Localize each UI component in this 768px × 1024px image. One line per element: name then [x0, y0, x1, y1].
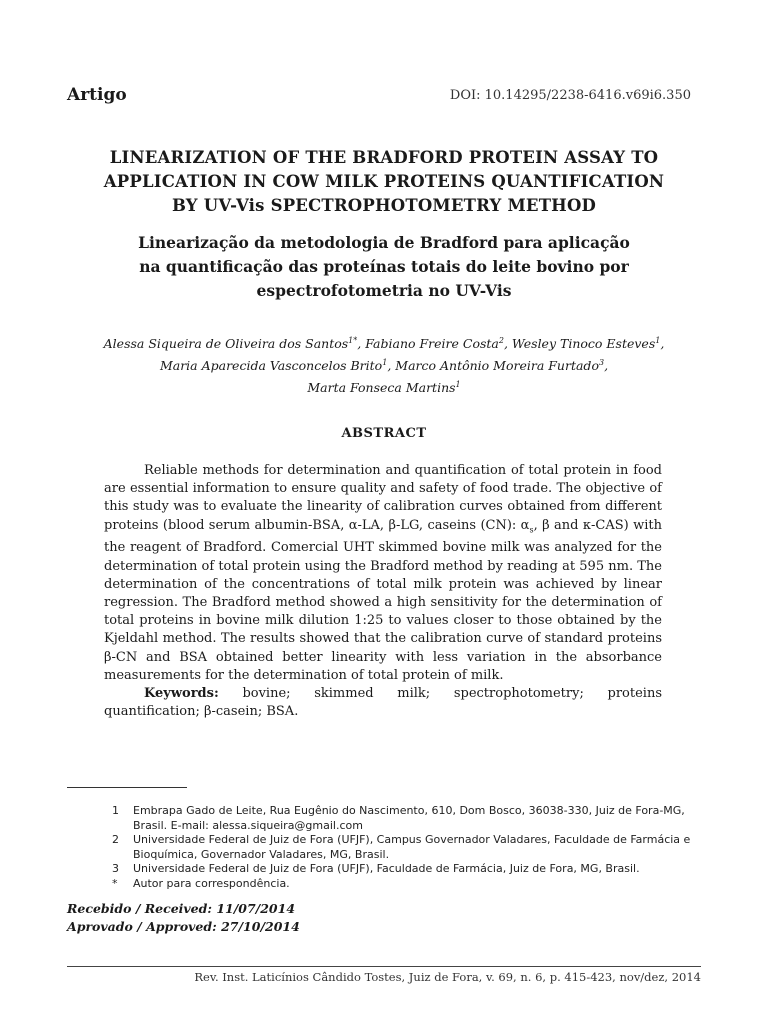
affiliation-mark: 3 — [598, 358, 605, 368]
footnote-text: Embrapa Gado de Leite, Rua Eugênio do Nascimento, 610, Dom Bosco, 36038-330, Juiz de Fora-MG, Brasil. E-mail: alessa.siqueira@gmail.com — [133, 804, 685, 832]
doi-link[interactable]: DOI: 10.14295/2238-6416.v69i6.350 — [449, 88, 691, 103]
abstract-body — [104, 462, 662, 721]
footnote-item — [112, 877, 712, 892]
author-separator: , — [660, 336, 665, 352]
title-line: na quantificação das proteínas totais do leite bovino por — [139, 257, 629, 276]
english-title — [60, 146, 708, 218]
abstract-text: , β and κ-CAS) with the reagent of Bradford. Comercial UHT skimmed bovine milk was analyzed for the determination of total protein using the Bradford method by reading at 595 nm. The determination of the concentrations of total milk protein was achieved by linear regression. The Bradford method showed a high sensitivity for the determination of total proteins in bovine milk dilution 1:25 to values closer to those obtained by the Kjeldahl method. The results showed that the calibration curve of standard proteins β-CN and BSA obtained better linearity with less variation in the absorbance measurements for the determination of total protein of milk. — [104, 517, 662, 683]
author-name: Marta Fonseca Martins — [307, 380, 456, 396]
title-line: APPLICATION IN COW MILK PROTEINS QUANTIFICATION — [103, 172, 665, 191]
affiliation-mark: 2 — [498, 336, 504, 345]
footnote-item — [112, 804, 712, 833]
keywords — [104, 685, 662, 721]
author-name: Alessa Siqueira de Oliveira dos Santos — [103, 336, 349, 352]
affiliation-mark: 1 — [382, 358, 388, 368]
subscript: s — [529, 525, 534, 535]
author-separator: , — [604, 358, 609, 374]
affiliation-mark: 1 — [455, 380, 461, 390]
affiliation-mark: 1 — [655, 336, 661, 345]
author-line — [40, 331, 728, 353]
abstract-paragraph — [104, 462, 662, 685]
author-separator: , — [503, 336, 512, 352]
footnote-mark: 2 — [112, 833, 119, 846]
keywords-label: Keywords: — [144, 686, 219, 702]
footnotes — [112, 804, 712, 891]
footnote-mark: * — [112, 876, 118, 890]
author-list — [40, 331, 728, 397]
approved-date: Aprovado / Approved: 27/10/2014 — [67, 919, 300, 934]
portuguese-title — [60, 231, 708, 303]
author-separator: , — [387, 358, 396, 374]
author-name: Wesley Tinoco Esteves — [511, 336, 656, 352]
footnote-mark: 3 — [112, 862, 119, 875]
submission-dates — [67, 900, 300, 936]
footnote-item — [112, 862, 712, 877]
author-name: Maria Aparecida Vasconcelos Brito — [159, 358, 383, 374]
footnote-text: Universidade Federal de Juiz de Fora (UFJF), Faculdade de Farmácia, Juiz de Fora, MG, Brasil. — [133, 862, 640, 875]
footnote-mark: 1 — [112, 804, 119, 817]
journal-citation: Rev. Inst. Laticínios Cândido Tostes, Juiz de Fora, v. 69, n. 6, p. 415-423, nov/dez, 2014 — [194, 970, 701, 984]
footnote-text: Universidade Federal de Juiz de Fora (UFJF), Campus Governador Valadares, Faculdade de Farmácia e Bioquímica, Governador Valadares, MG, Brasil. — [133, 833, 691, 861]
footnote-text: Autor para correspondência. — [133, 876, 290, 890]
title-line: LINEARIZATION OF THE BRADFORD PROTEIN ASSAY TO — [109, 148, 659, 167]
author-name: Fabiano Freire Costa — [365, 336, 499, 352]
title-line: Linearização da metodologia de Bradford para aplicação — [138, 233, 630, 252]
title-line: BY UV-Vis SPECTROPHOTOMETRY METHOD — [171, 196, 597, 215]
keywords-text: bovine; skimmed milk; spectrophotometry; proteins quantification; β-casein; BSA. — [104, 686, 662, 720]
footer-divider — [67, 966, 701, 967]
footnote-item — [112, 833, 712, 862]
author-line — [40, 375, 728, 397]
author-separator: , — [357, 336, 366, 352]
affiliation-mark: 1* — [348, 336, 358, 345]
abstract-text: Reliable methods for determination and quantification of total protein in food are essential information to ensure quality and safety of food trade. The objective of this study was to evaluate the linearity of calibration curves obtained from different proteins (blood serum albumin-BSA, α-LA, β-LG, caseins (CN): α — [104, 463, 662, 533]
received-date: Recebido / Received: 11/07/2014 — [67, 901, 296, 916]
section-label: Artigo — [67, 85, 127, 105]
abstract-heading: ABSTRACT — [341, 426, 427, 441]
title-line: espectrofotometria no UV-Vis — [256, 281, 512, 300]
footnote-divider — [67, 787, 187, 788]
author-line — [40, 353, 728, 375]
author-name: Marco Antônio Moreira Furtado — [395, 358, 599, 374]
